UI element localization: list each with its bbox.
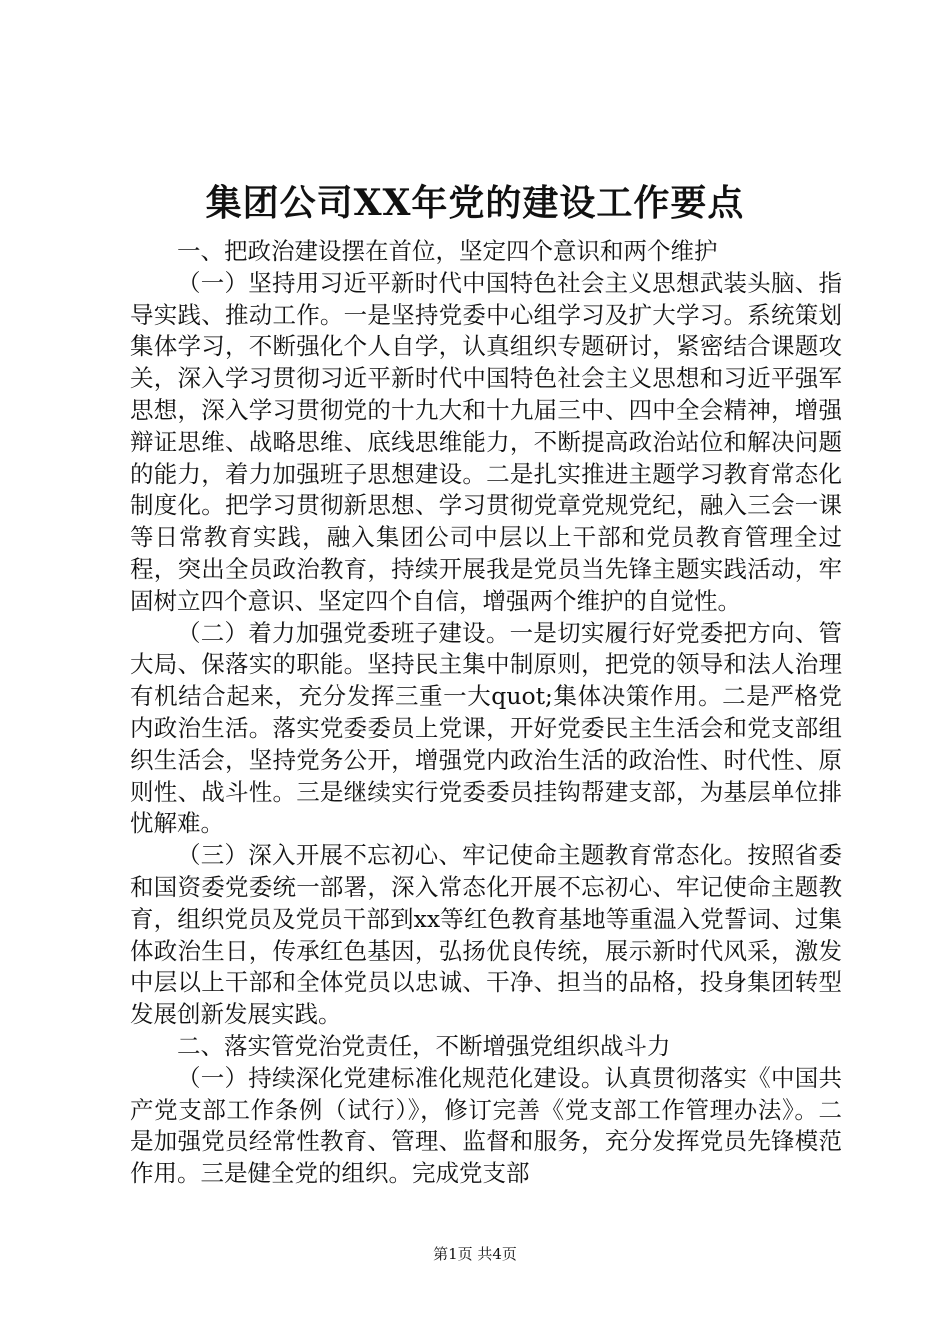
document-body: [130, 236, 842, 1190]
document-title: 集团公司XX年党的建设工作要点: [205, 182, 745, 224]
paragraph: （一）坚持用习近平新时代中国特色社会主义思想武装头脑、指导实践、推动工作。一是坚持党委中心组学习及扩大学习。系统策划集体学习，不断强化个人自学，认真组织专题研讨，紧密结合课题攻关，深入学习贯彻习近平新时代中国特色社会主义思想和习近平强军思想，深入学习贯彻党的十九大和十九届三中、四中全会精神，增强辩证思维、战略思维、底线思维能力，不断提高政治站位和解决问题的能力，着力加强班子思想建设。二是扎实推进主题学习教育常态化制度化。把学习贯彻新思想、学习贯彻党章党规党纪，融入三会一课等日常教育实践，融入集团公司中层以上干部和党员教育管理全过程，突出全员政治教育，持续开展我是党员当先锋主题实践活动，牢固树立四个意识、坚定四个自信，增强两个维护的自觉性。: [130, 268, 842, 615]
paragraph: （三）深入开展不忘初心、牢记使命主题教育常态化。按照省委和国资委党委统一部署，深入常态化开展不忘初心、牢记使命主题教育，组织党员及党员干部到xx等红色教育基地等重温入党誓词、过集体政治生日，传承红色基因，弘扬优良传统，展示新时代风采，激发中层以上干部和全体党员以忠诚、干净、担当的品格，投身集团转型发展创新发展实践。: [130, 841, 842, 1029]
paragraph: （一）持续深化党建标准化规范化建设。认真贯彻落实《中国共产党支部工作条例（试行）》，修订完善《党支部工作管理办法》。二是加强党员经常性教育、管理、监督和服务，充分发挥党员先锋模范作用。三是健全党的组织。完成党支部: [130, 1063, 842, 1188]
section-heading: 二、落实管党治党责任，不断增强党组织战斗力: [177, 1031, 671, 1060]
paragraph: （二）着力加强党委班子建设。一是切实履行好党委把方向、管大局、保落实的职能。坚持民主集中制原则，把党的领导和法人治理有机结合起来，充分发挥三重一大quot;集体决策作用。二是严格党内政治生活。落实党委委员上党课，开好党委民主生活会和党支部组织生活会，坚持党务公开，增强党内政治生活的政治性、时代性、原则性、战斗性。三是继续实行党委委员挂钩帮建支部，为基层单位排忧解难。: [130, 618, 842, 838]
page-footer: 第1页 共4页: [433, 1245, 517, 1263]
section-heading: 一、把政治建设摆在首位，坚定四个意识和两个维护: [177, 237, 718, 265]
